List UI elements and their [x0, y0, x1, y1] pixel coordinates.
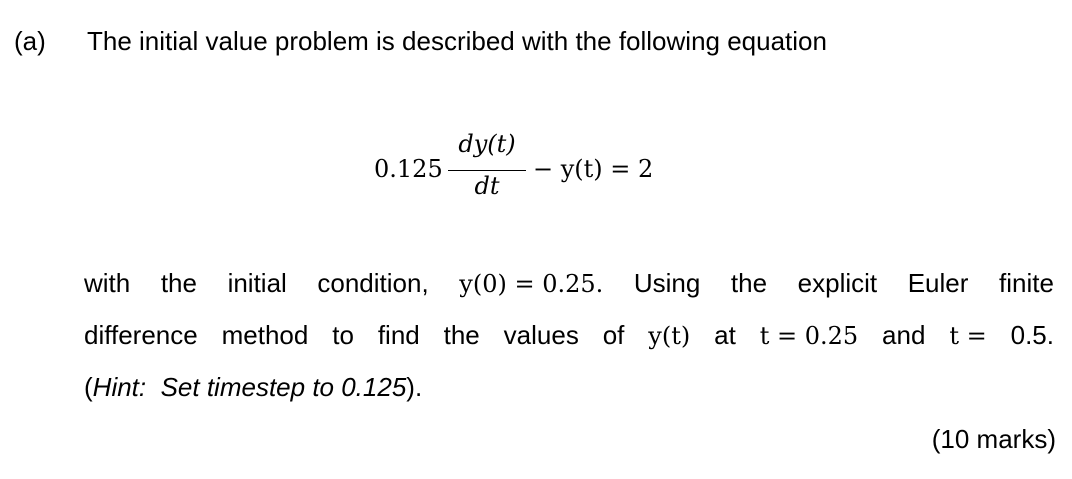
part-label: (a)	[14, 26, 46, 56]
hint-close: ).	[406, 372, 423, 402]
word: finite	[999, 268, 1054, 298]
intro-sentence: The initial value problem is described with the following equation	[87, 26, 827, 56]
word: and	[882, 320, 926, 350]
hint-text: Hint: Set timestep to 0.125	[92, 372, 407, 402]
fraction-bar	[448, 170, 526, 171]
word: Using	[633, 268, 701, 298]
marks-label: (10 marks)	[931, 424, 1056, 454]
word: condition,	[317, 268, 429, 298]
t-value-1-math: t = 0.25	[759, 322, 859, 350]
word: of	[602, 320, 625, 350]
word: the	[160, 268, 197, 298]
word: difference	[84, 320, 198, 350]
hint-open-paren: (	[84, 372, 93, 402]
equation-denominator: dt	[474, 172, 500, 200]
word: find	[377, 320, 420, 350]
paragraph-line-1	[84, 268, 1054, 299]
word: the	[443, 320, 480, 350]
word: to	[332, 320, 354, 350]
equation-coefficient: 0.125	[374, 155, 443, 183]
word: initial	[227, 268, 287, 298]
word: explicit	[797, 268, 878, 298]
word: at	[714, 320, 736, 350]
y-of-t-math: y(t)	[648, 322, 691, 350]
t-equals-math: t =	[949, 322, 987, 350]
word: the	[730, 268, 768, 298]
initial-condition-math: y(0) = 0.25.	[459, 270, 604, 298]
t-value-2: 0.5.	[1010, 320, 1054, 350]
word: with	[84, 268, 131, 298]
word: method	[221, 320, 309, 350]
equation-numerator: dy(t)	[458, 130, 516, 158]
hint-line	[84, 372, 1054, 403]
paragraph-line-2	[84, 320, 1054, 351]
word: Euler	[907, 268, 969, 298]
equation-rest: − y(t) = 2	[533, 155, 654, 183]
word: values	[503, 320, 579, 350]
